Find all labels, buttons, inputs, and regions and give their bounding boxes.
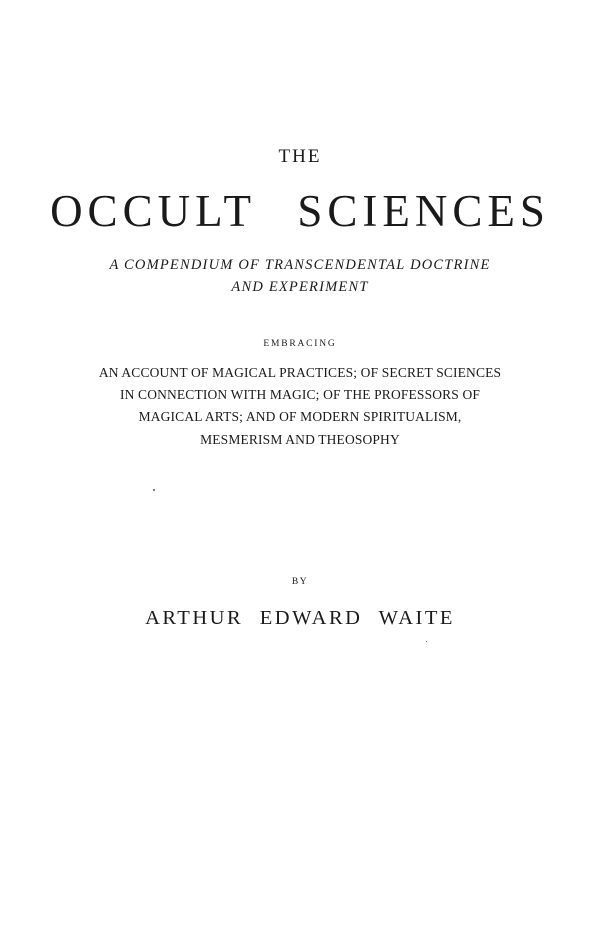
subtitle-line-1: A COMPENDIUM OF TRANSCENDENTAL DOCTRINE (109, 257, 491, 273)
description-line-2: IN CONNECTION WITH MAGIC; OF THE PROFESSORS OF (119, 387, 481, 402)
main-title: OCCULT SCIENCES (50, 186, 550, 236)
author-name: ARTHUR EDWARD WAITE (145, 607, 455, 629)
by-label: BY (291, 577, 309, 587)
print-speck (426, 641, 427, 642)
description-line-3: MAGICAL ARTS; AND OF MODERN SPIRITUALISM, (138, 409, 462, 424)
subtitle-line-2: AND EXPERIMENT (231, 279, 369, 295)
title-article: THE (278, 146, 322, 167)
print-speck (153, 489, 155, 491)
description-line-4: MESMERISM AND THEOSOPHY (200, 432, 400, 447)
description-line-1: AN ACCOUNT OF MAGICAL PRACTICES; OF SECRET SCIENCES (98, 365, 502, 380)
embracing-label: EMBRACING (263, 339, 337, 349)
